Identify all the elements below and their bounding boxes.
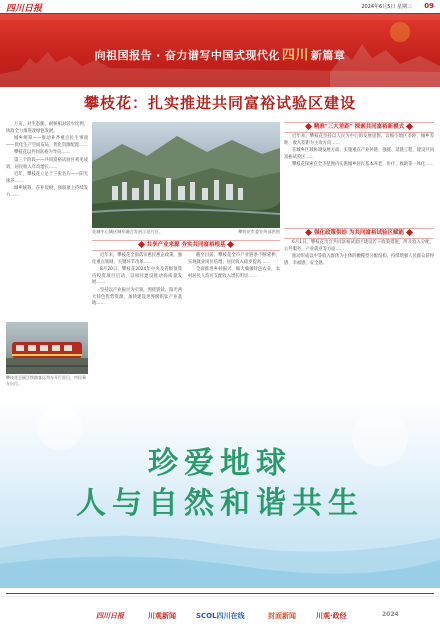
photo-caption: [92, 229, 280, 235]
paragraph: 万亩，对生态脆、耐候相对较少比例，执政全力推进改绿色发展。: [6, 122, 88, 134]
paragraph: 近年，攀枝花立足于三张名片——阳光康养……: [6, 172, 88, 184]
masthead-logo: 四川日报: [6, 4, 43, 14]
footer-logo-chuanguan-zj: 川观·政经: [316, 612, 347, 620]
city-photo-illustration: [92, 122, 280, 228]
page-headline: 攀枝花：扎实推进共同富裕试验区建设: [83, 94, 356, 112]
mid-text-col-2: [188, 253, 280, 281]
banner-slogan: 向祖国报告 · 奋力谱写中国式现代化 四川 新篇章: [94, 48, 346, 63]
footer-logo-sichuan-daily: 四川日报: [96, 611, 124, 620]
page-number: 09: [424, 2, 434, 10]
paragraph: 城乡统筹，在补短板、强弱项上持续发力……: [6, 186, 88, 198]
paragraph: 推动形成以中等收入群体为主体的橄榄型分配结构，持续增强人民群众获得感、幸福感、安全感。: [284, 254, 434, 266]
city-mountain-photo: [92, 122, 280, 228]
photo-credit: 攀枝花市委宣传部供图: [238, 229, 280, 234]
footer-logo-scol: SCOL四川在线: [196, 612, 245, 620]
paragraph: 在城乡区域协调发展方面，实施重点产业补链、强链、延链工程，建设共同富裕试验区……: [284, 148, 434, 160]
section-diamond-icon: [406, 123, 413, 130]
paragraph: 全面推进乡村振兴，做大做强特色农业，农村居民人均可支配收入增长明显……: [188, 267, 280, 279]
masthead-date: 2024年6月5日 星期三: [361, 4, 412, 10]
mid-text-col-1: [92, 253, 182, 309]
section-title-text: 精准"三大差距" 探索共同富裕新模式: [313, 124, 405, 130]
paragraph: 第三个阶段——共同富裕试验区初见成效，居民收入年均增长……: [6, 157, 88, 170]
earth-title-line-1: 珍爱地球: [148, 446, 292, 481]
banner-brand: 四川: [281, 48, 309, 63]
paragraph: 坚持以产业振兴为引领，围绕钒钛、阳光两大特色优势资源，加快建设世界级钒钛产业基地……: [92, 287, 182, 307]
footer-logo-chuanguan: 川观新闻: [148, 612, 176, 620]
section-title-text: 共享产业来源 夯实共同富裕根基: [146, 242, 226, 248]
footer-logos: [0, 596, 440, 636]
section-diamond-icon: [227, 241, 234, 248]
section-diamond-icon: [305, 123, 312, 130]
section-title-1: [284, 122, 434, 133]
earth-title-line-2: 人与自然和谐共生: [76, 486, 364, 521]
paragraph: 6月1日，攀枝花出台共同富裕试验区建设若干政策措施，涉及收入分配、公共服务、产业就业等方面……: [284, 240, 434, 252]
left-column-text: [6, 122, 88, 201]
section-title-mid: [92, 240, 280, 251]
section-diamond-icon: [305, 229, 312, 236]
banner-slogan-left: 向祖国报告: [94, 49, 153, 62]
section-title-text: 强化政策供给 为共同富裕试验区赋能: [314, 230, 404, 236]
caption-text: 花城中心城区城乡融合发展示范片区。: [92, 229, 164, 234]
paragraph: 城乡统筹——推动补齐重点民生事项——优化生产空间布局，优化资源配置……: [6, 136, 88, 148]
banner-slogan-right: 奋力谱写中国式现代化: [164, 49, 280, 62]
footer-logo-cover-news: 封面新闻: [268, 612, 296, 620]
paragraph: 攀枝花以共同富裕为导向……: [14, 150, 70, 156]
train-illustration: [6, 322, 88, 374]
section-diamond-icon: [137, 241, 144, 248]
paragraph: 近年来，攀枝花全面落实惠民惠企政策，强化重点领域、关键环节改革……: [92, 253, 182, 265]
footer-rule: [6, 593, 434, 594]
section-diamond-icon: [406, 229, 413, 236]
right-column: [284, 122, 434, 370]
paragraph: 攀枝花探索在全市范围内实施城乡居民基本养老、医疗、救助等一体化……: [292, 162, 434, 168]
section-title-2: [284, 228, 434, 239]
paragraph: 8月20日，攀枝花2024年中央及省级预算内投资项目启动，以项目建设推动高质量发展……: [92, 267, 182, 286]
train-photo: [6, 322, 88, 374]
right-text-block-2: [284, 240, 434, 268]
footer-year: 2024: [382, 611, 399, 618]
train-caption: 攀枝花至丽江铁路客运列车开行首日，市民乘车出行。: [6, 375, 86, 386]
right-text-block-1: [284, 134, 434, 170]
paragraph: 近年来，攀枝花坚持以人民为中心的发展思想，以缩小地区差距、城乡差距、收入差距为主攻方向……: [284, 134, 434, 146]
banner-slogan-tail: 新篇章: [310, 49, 346, 62]
masthead-bar: [0, 0, 440, 14]
paragraph: 截至目前，攀枝花全市产业链条不断延伸，实现就业岗位倍增，居民收入稳步提高……: [188, 253, 280, 265]
section-banner: [0, 14, 440, 87]
